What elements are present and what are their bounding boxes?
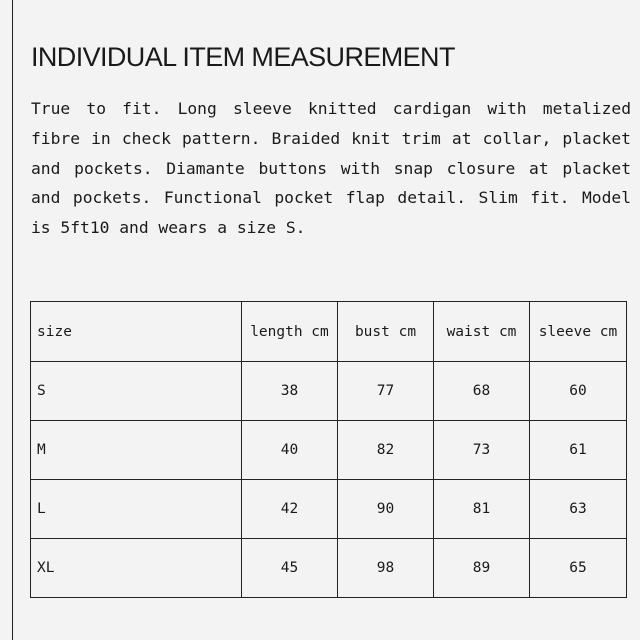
column-header-size: size <box>31 302 242 362</box>
cell-size: S <box>31 362 242 421</box>
cell-bust: 82 <box>338 421 434 480</box>
cell-bust: 90 <box>338 480 434 539</box>
cell-length: 42 <box>242 480 338 539</box>
cell-sleeve: 60 <box>530 362 627 421</box>
table-header-row <box>31 302 627 362</box>
cell-bust: 77 <box>338 362 434 421</box>
cell-size: M <box>31 421 242 480</box>
product-description: True to fit. Long sleeve knitted cardigan with metalized fibre in check pattern. Braided knit trim at collar, placket and pockets. Diamante buttons with snap closure at placket and pockets. Functional pocket flap detail. Slim fit. Model is 5ft10 and wears a size S. <box>31 99 631 238</box>
cell-waist: 73 <box>434 421 530 480</box>
table-row <box>31 421 627 480</box>
cell-length: 40 <box>242 421 338 480</box>
size-chart-table <box>30 301 627 598</box>
cell-sleeve: 61 <box>530 421 627 480</box>
cell-sleeve: 65 <box>530 539 627 598</box>
cell-size: L <box>31 480 242 539</box>
column-header-waist: waist cm <box>434 302 530 362</box>
cell-waist: 81 <box>434 480 530 539</box>
cell-sleeve: 63 <box>530 480 627 539</box>
cell-waist: 68 <box>434 362 530 421</box>
column-header-bust: bust cm <box>338 302 434 362</box>
table-row <box>31 480 627 539</box>
cell-length: 45 <box>242 539 338 598</box>
cell-length: 38 <box>242 362 338 421</box>
column-header-sleeve: sleeve cm <box>530 302 627 362</box>
table-row <box>31 539 627 598</box>
column-header-length: length cm <box>242 302 338 362</box>
cell-size: XL <box>31 539 242 598</box>
page-title: INDIVIDUAL ITEM MEASUREMENT <box>31 42 455 72</box>
table-row <box>31 362 627 421</box>
cell-waist: 89 <box>434 539 530 598</box>
cell-bust: 98 <box>338 539 434 598</box>
